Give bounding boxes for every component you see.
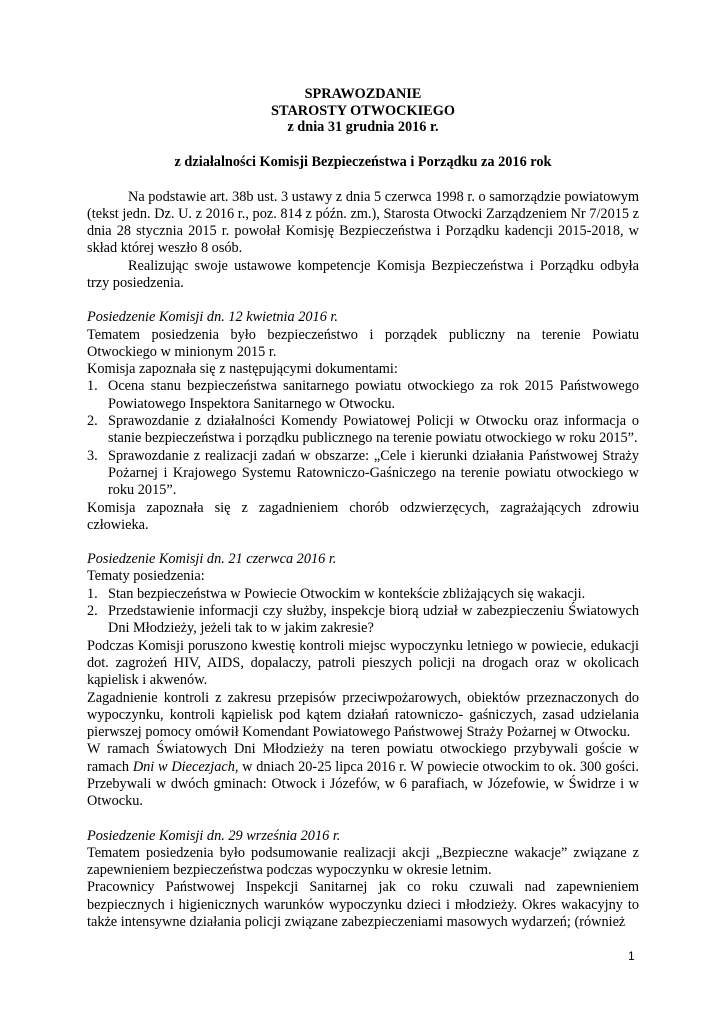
list-text: Sprawozdanie z działalności Komendy Powiatowej Policji w Otwocku oraz informacja o stanie bezpieczeństwa i porządku publicznego na terenie powiatu otwockiego w roku 2015”. [108,413,639,447]
title-line: SPRAWOZDANIE [304,86,422,102]
section-heading: Posiedzenie Komisji dn. 29 września 2016 r. [87,827,341,844]
title-line: STAROSTY OTWOCKIEGO [271,102,455,119]
list-text: Stan bezpieczeństwa w Powiecie Otwockim w kontekście zbliżających się wakacji. [108,585,586,602]
paragraph-text: , w dniach 20-25 lipca 2016 r. W powiecie otwockim to ok. 300 gości. Przebywali w dwóch gminach: Otwock i Józefów, w 6 parafiach, w Józefowie, w Świdrze i w Otwocku. [87,758,639,810]
title-line: z dnia 31 grudnia 2016 r. [287,119,439,135]
list-number: 2. [87,603,98,620]
list-number: 2. [87,413,98,430]
list-text: Przedstawienie informacji czy służby, inspekcje biorą udział w zabezpieczeniu Światowych Dni Młodzieży, jeżeli tak to w jakim zakresie? [108,603,639,637]
section-paragraph: Pracownicy Państwowej Inspekcji Sanitarnej jak co roku czuwali nad zapewnieniem bezpiecznych i higienicznych warunków wypoczynku dzieci i młodzieży. Okres wakacyjny to także intensywne działania policji związane zabezpieczeniami masowych wydarzeń; (również [87,879,639,931]
list-item [87,448,639,500]
section-paragraph [87,741,639,810]
intro-paragraph: Realizując swoje ustawowe kompetencje Komisja Bezpieczeństwa i Porządku odbyła trzy posiedzenia. [87,257,639,291]
section-paragraph: Tematem posiedzenia było bezpieczeństwo i porządek publiczny na terenie Powiatu Otwockiego w minionym 2015 r. [87,326,639,360]
intro-paragraph: Na podstawie art. 38b ust. 3 ustawy z dnia 5 czerwca 1998 r. o samorządzie powiatowym (tekst jedn. Dz. U. z 2016 r., poz. 814 z późn. zm.), Starosta Otwocki Zarządzeniem Nr 7/2015 z dnia 28 stycznia 2015 r. powołał Komisję Bezpieczeństwa i Porządku kadencji 2015-2018, w skład której weszło 8 osób. [87,188,639,257]
document-subtitle: z działalności Komisji Bezpieczeństwa i Porządku za 2016 rok [174,153,552,170]
list-number: 1. [87,378,98,395]
list-text: Sprawozdanie z realizacji zadań w obszarze: „Cele i kierunki działania Państwowej Straży Pożarnej i Krajowego Systemu Ratowniczo-Gaśniczego na terenie powiatu otwockiego w roku 2015”. [108,447,639,499]
document-list [87,378,639,499]
section-heading: Posiedzenie Komisji dn. 12 kwietnia 2016 r. [87,309,338,326]
paragraph-text: W ramach Światowych Dni Młodzieży na teren powiatu otwockiego przybywali goście w ramach [87,741,639,775]
list-item [87,413,639,448]
topics-list [87,586,639,638]
section-paragraph: Zagadnienie kontroli z zakresu przepisów przeciwpożarowych, obiektów przeznaczonych do wypoczynku, kontroli kąpielisk pod kątem działań ratowniczo- gaśniczych, zasad udzielania pierwszej pomocy omówił Komendant Powiatowego Państwowej Straży Pożarnej w Otwocku. [87,689,639,741]
emphasis-text: Dni w Diecezjach [132,758,235,775]
section-paragraph: Komisja zapoznała się z zagadnieniem chorób odzwierzęcych, zagrażających zdrowiu człowieka. [87,499,639,533]
section-paragraph: Tematem posiedzenia było podsumowanie realizacji akcji „Bezpieczne wakacje” związane z zapewnieniem bezpieczeństwa podczas wypoczynku w okresie letnim. [87,844,639,879]
list-item [87,603,639,638]
section-paragraph: Tematy posiedzenia: [87,568,205,585]
document-title [87,86,639,136]
list-item [87,586,639,603]
section-paragraph: Podczas Komisji poruszono kwestię kontroli miejsc wypoczynku letniego w powiecie, edukacji dot. zagrożeń HIV, AIDS, dopalaczy, patroli pieszych policji na drogach oraz w okolicach kąpielisk i akwenów. [87,637,639,689]
section-heading: Posiedzenie Komisji dn. 21 czerwca 2016 r. [87,551,337,568]
page-number: 1 [628,949,635,963]
section-paragraph: Komisja zapoznała się z następującymi dokumentami: [87,361,398,378]
list-number: 3. [87,447,98,464]
list-item [87,378,639,413]
list-number: 1. [87,585,98,602]
list-text: Ocena stanu bezpieczeństwa sanitarnego powiatu otwockiego za rok 2015 Państwowego Powiatowego Inspektora Sanitarnego w Otwocku. [108,378,639,412]
